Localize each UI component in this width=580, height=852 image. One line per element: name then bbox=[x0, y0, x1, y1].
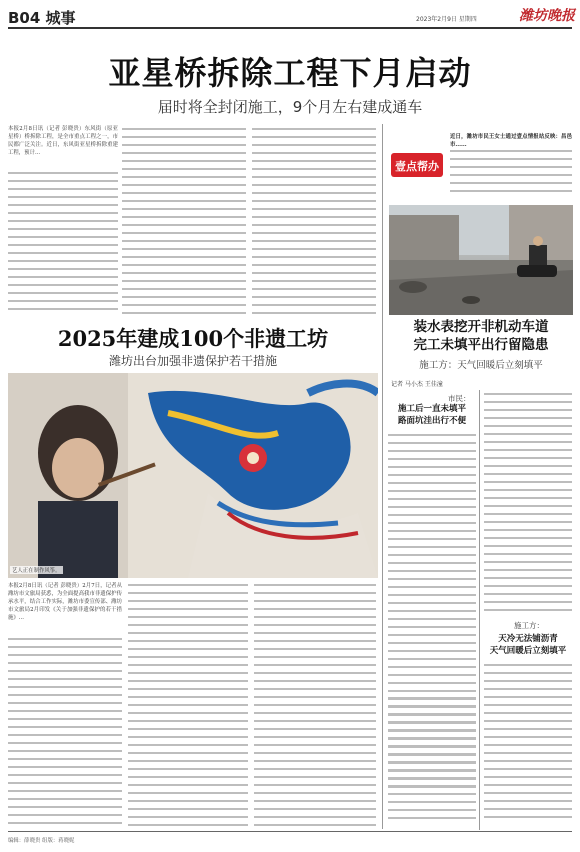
section2-heading bbox=[482, 633, 574, 657]
notice-body bbox=[450, 150, 572, 198]
article-body-col2 bbox=[122, 128, 246, 320]
article-lead: 本报2月8日讯（记者 彭晓贵）东风街（原亚星桥）桥拆除工程，是全市重点工程之一，市民都广泛关注。近日，东风街亚星桥拆除重建工程，预计... bbox=[8, 126, 118, 157]
right-headline-line1: 装水表挖开非机动车道 bbox=[413, 319, 549, 335]
article2-body-col1 bbox=[8, 638, 122, 830]
kite-artisan-photo bbox=[8, 373, 378, 578]
right-headline bbox=[384, 318, 578, 354]
footer-rule bbox=[8, 831, 572, 832]
article2-headline: 2025年建成100个非遗工坊 bbox=[57, 326, 329, 351]
article-body-col1 bbox=[8, 172, 118, 316]
section2-heading-line1: 天冷无法铺沥青 bbox=[498, 634, 558, 644]
article2-body-col2 bbox=[128, 584, 248, 832]
section1-label: 市民： bbox=[448, 394, 471, 403]
street-scene-photo bbox=[389, 205, 573, 315]
logo-text: 壹点帮办 bbox=[395, 160, 439, 173]
newspaper-logo: 潍坊晚报 bbox=[519, 8, 575, 24]
section1-heading bbox=[388, 403, 476, 427]
notice-text: 近日，潍坊市民王女士通过壹点情报站反映：昌邑市...... bbox=[450, 134, 572, 149]
headline: 亚星桥拆除工程下月启动 bbox=[108, 54, 472, 92]
section1-heading-line1: 施工后一直未填平 bbox=[397, 404, 466, 414]
column-divider bbox=[382, 124, 383, 829]
article-body-col3 bbox=[252, 128, 376, 320]
right-headline-line2: 完工未填平出行留隐患 bbox=[413, 337, 549, 353]
section1-body-col2 bbox=[484, 393, 572, 617]
photo-caption: 艺人正在制作风筝。 bbox=[12, 568, 61, 574]
right-column-divider bbox=[479, 390, 480, 830]
right-subtitle: 施工方：天气回暖后立刻填平 bbox=[419, 360, 543, 371]
headline-subtitle: 届时将全封闭施工，9个月左右建成通车 bbox=[157, 98, 423, 116]
section2-heading-line2: 天气回暖后立刻填平 bbox=[489, 646, 567, 656]
article2-subtitle: 潍坊出台加强非遗保护若干措施 bbox=[108, 354, 277, 368]
section2-body bbox=[484, 664, 572, 824]
header-rule bbox=[8, 27, 572, 29]
section2-label: 施工方： bbox=[514, 621, 544, 630]
article2-lead: 本报2月8日讯（记者 彭晓贵）2月7日，记者从潍坊市文旅局获悉，为全面提高我市非遗保护传承水平，结合工作实际，潍坊市委宣传部、潍坊市文旅局2月印发《关于加强非遗保护的若干措施》... bbox=[8, 583, 122, 622]
editor-credits: 编辑：薛晓贵 组版：蒋晓妮 bbox=[8, 838, 75, 844]
article2-body-col3 bbox=[254, 584, 376, 832]
issue-date: 2023年2月9日 星期四 bbox=[416, 16, 477, 23]
page-section-label: B04 城事 bbox=[8, 9, 76, 27]
section1-heading-line2: 路面坑洼出行不便 bbox=[397, 416, 466, 426]
reporter-byline: 记者 马小杰 王佳潼 bbox=[391, 381, 443, 388]
section1-body-col1 bbox=[388, 434, 476, 825]
yidian-bangban-logo bbox=[389, 133, 445, 199]
